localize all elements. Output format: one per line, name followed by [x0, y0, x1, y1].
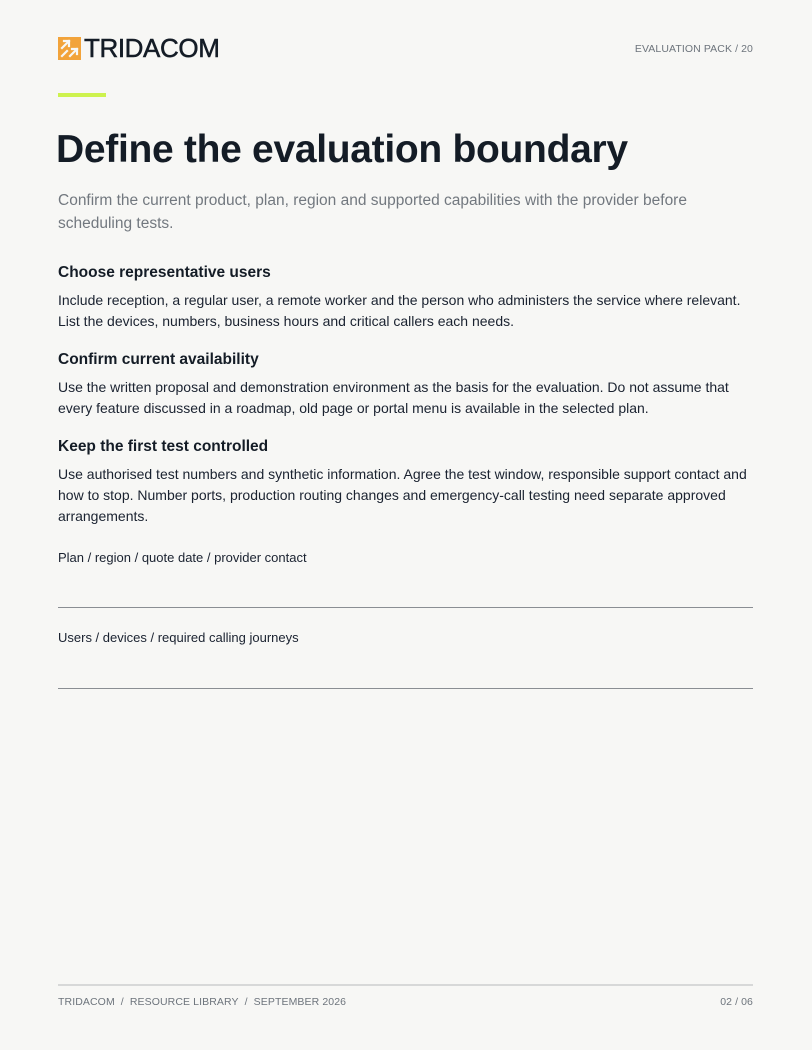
field-label: Users / devices / required calling journeys [58, 630, 299, 645]
field-underline [58, 688, 753, 689]
section-heading: Confirm current availability [58, 351, 259, 368]
section-current-availability [58, 350, 754, 419]
section-controlled-test [58, 437, 754, 527]
intro-paragraph: Confirm the current product, plan, region and supported capabilities with the provider before scheduling tests. [58, 192, 687, 232]
footer-library: RESOURCE LIBRARY [129, 996, 239, 1008]
brand-logo [58, 34, 219, 62]
footer-separator: / [120, 996, 124, 1008]
footer-separator: / [244, 996, 248, 1008]
section-heading: Keep the first test controlled [58, 438, 269, 455]
section-body: Use the written proposal and demonstration environment as the basis for the evaluation. Do not assume that every feature discussed in a roadmap, old page or portal menu is available in the selected plan. [58, 379, 729, 416]
footer-brand: TRIDACOM [58, 996, 115, 1008]
section-representative-users [58, 263, 754, 332]
field-underline [58, 607, 753, 608]
users-devices-field[interactable] [58, 630, 753, 689]
field-label: Plan / region / quote date / provider contact [58, 550, 307, 565]
footer-date: SEPTEMBER 2026 [253, 996, 347, 1008]
brand-name: TRIDACOM [84, 33, 220, 63]
tridacom-logo-icon [58, 37, 81, 60]
pack-label: EVALUATION PACK / 20 [634, 43, 753, 55]
page-number: 02 / 06 [720, 996, 753, 1008]
page-title: Define the evaluation boundary [56, 128, 628, 171]
section-heading: Choose representative users [58, 264, 271, 281]
footer-divider [58, 984, 753, 986]
accent-bar [58, 93, 106, 97]
plan-region-field[interactable] [58, 550, 753, 608]
section-body: Use authorised test numbers and synthetic information. Agree the test window, responsible support contact and how to stop. Number ports, production routing changes and emergency-call testing need separate approved arrangements. [58, 466, 747, 524]
page-header [58, 34, 753, 62]
footer-breadcrumb [58, 996, 346, 1008]
section-body: Include reception, a regular user, a remote worker and the person who administers the service where relevant. List the devices, numbers, business hours and critical callers each needs. [58, 292, 741, 329]
